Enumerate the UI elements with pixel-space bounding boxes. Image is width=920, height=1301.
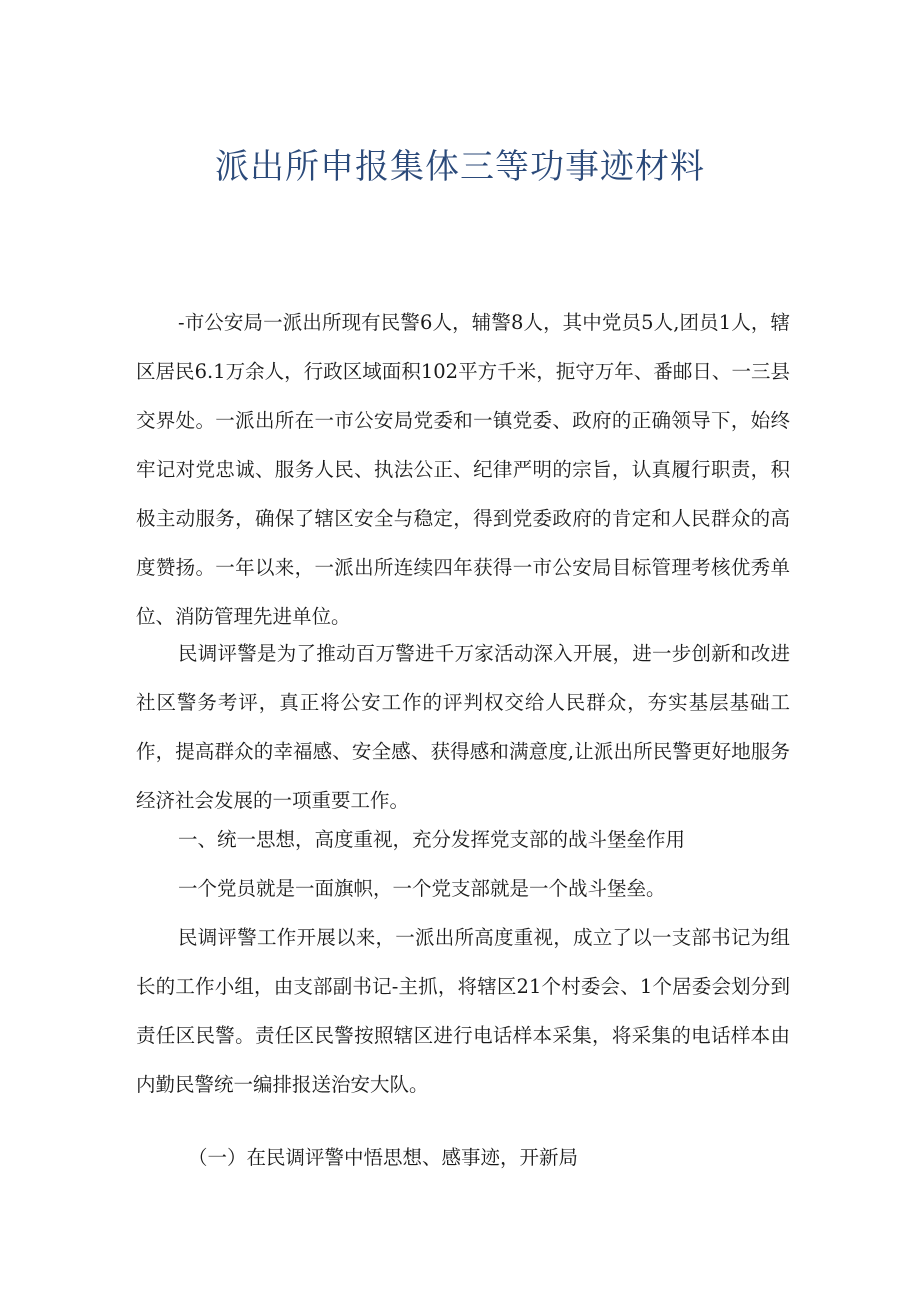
paragraph-motto: 一个党员就是一面旗帜，一个党支部就是一个战斗堡垒。 (178, 877, 666, 900)
paragraph-work-group: 民调评警工作开展以来，一派出所高度重视，成立了以一支部书记为组长的工作小组，由支部副书记-主抓，将辖区21个村委会、1个居委会划分到责任区民警。责任区民警按照辖区进行电话样本采集，将采集的电话样本由内勤民警统一编排报送治安大队。 (136, 926, 790, 1096)
section-heading-1: 一、统一思想，高度重视，充分发挥党支部的战斗堡垒作用 (178, 828, 686, 851)
paragraph-intro: -市公安局一派出所现有民警6人，辅警8人，其中党员5人,团员1人，辖区居民6.1万余人，行政区域面积102平方千米，扼守万年、番邮日、一三县交界处。一派出所在一市公安局党委和一镇党委、政府的正确领导下，始终牢记对党忠诚、服务人民、执法公正、纪律严明的宗旨，认真履行职责，积极主动服务，确保了辖区安全与稳定，得到党委政府的肯定和人民群众的高度赞扬。一年以来，一派出所连续四年获得一市公安局目标管理考核优秀单位、消防管理先进单位。 (136, 311, 790, 628)
paragraph-background: 民调评警是为了推动百万警进千万家活动深入开展，进一步创新和改进社区警务考评，真正将公安工作的评判权交给人民群众，夯实基层基础工作，提高群众的幸福感、安全感、获得感和满意度,让派出所民警更好地服务经济社会发展的一项重要工作。 (136, 642, 790, 812)
document-title: 派出所申报集体三等功事迹材料 (215, 147, 705, 187)
subsection-heading-1: （一）在民调评警中悟思想、感事迹，开新局 (188, 1146, 579, 1169)
